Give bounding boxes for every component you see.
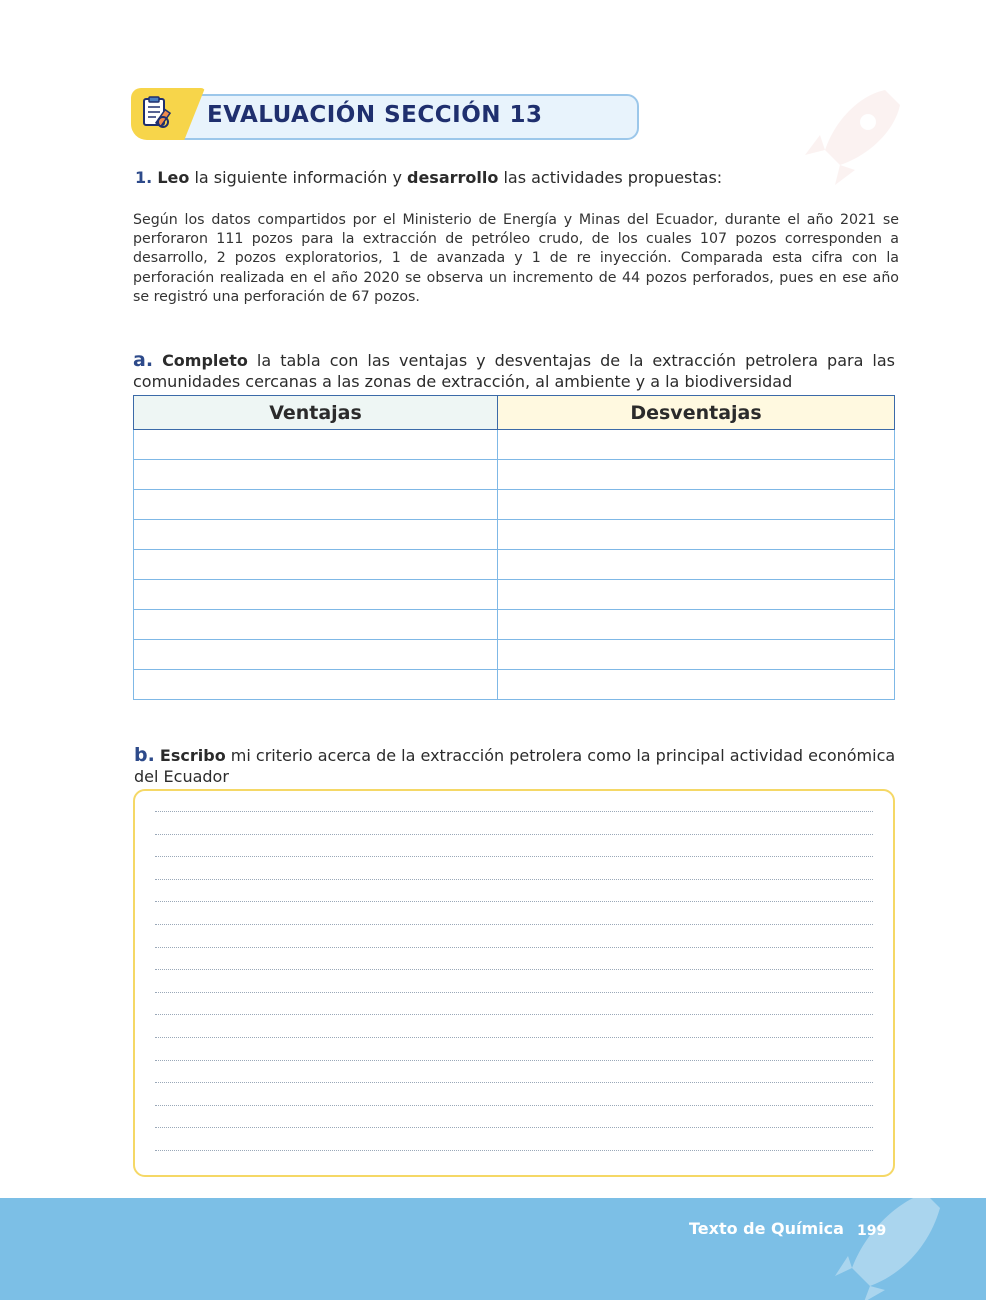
answer-line — [155, 1150, 873, 1151]
page-number: 199 — [857, 1223, 887, 1239]
answer-line — [155, 947, 873, 948]
table-row — [134, 610, 895, 640]
answer-line — [155, 969, 873, 970]
answer-line — [155, 924, 873, 925]
table-row — [134, 550, 895, 580]
book-title: Texto de Química — [689, 1219, 844, 1238]
header-desventajas: Desventajas — [498, 396, 895, 430]
table-body — [134, 430, 895, 700]
answer-line — [155, 1060, 873, 1061]
answer-line — [155, 1105, 873, 1106]
ventajas-cell[interactable] — [134, 430, 498, 460]
instruction-number: 1. — [135, 168, 153, 187]
table-row — [134, 580, 895, 610]
section-b-prompt — [134, 745, 898, 787]
section-a-text: la tabla con las ventajas y desventajas de la extracción petrolera para las comunidades cercanas a las zonas de extracción, al ambiente y a la biodiversidad — [133, 351, 895, 391]
section-b-letter: b. — [134, 744, 155, 766]
desventajas-cell[interactable] — [498, 670, 895, 700]
answer-line — [155, 811, 873, 812]
table-row — [134, 670, 895, 700]
advantages-disadvantages-table — [133, 395, 895, 700]
answer-line — [155, 856, 873, 857]
table-row — [134, 490, 895, 520]
checklist-pencil-icon — [141, 96, 173, 130]
answer-line — [155, 879, 873, 880]
info-paragraph: Según los datos compartidos por el Ministerio de Energía y Minas del Ecuador, durante el año 2021 se perforaron 111 pozos para la extracción de petróleo crudo, de los cuales 107 pozos corresponden a desarrollo, 2 pozos exploratorios, 1 de avanzada y 1 de re inyección. Comparada esta cifra con la perforación realizada en el año 2020 se observa un incremento de 44 pozos perforados, pues en ese año se registró una perforación de 67 pozos. — [133, 212, 899, 305]
answer-line — [155, 1014, 873, 1015]
table-row — [134, 460, 895, 490]
header-ventajas: Ventajas — [134, 396, 498, 430]
section-a-letter: a. — [133, 349, 154, 371]
ventajas-cell[interactable] — [134, 550, 498, 580]
table-row — [134, 640, 895, 670]
desventajas-cell[interactable] — [498, 490, 895, 520]
section-b-verb: Escribo — [159, 746, 226, 765]
table-row — [134, 520, 895, 550]
ventajas-cell[interactable] — [134, 520, 498, 550]
answer-box[interactable] — [133, 789, 895, 1177]
ventajas-cell[interactable] — [134, 460, 498, 490]
table-row — [134, 430, 895, 460]
answer-line — [155, 834, 873, 835]
desventajas-cell[interactable] — [498, 580, 895, 610]
answer-line — [155, 1082, 873, 1083]
section-a-verb: Completo — [162, 351, 248, 370]
page-footer — [0, 1198, 986, 1300]
section-title: EVALUACIÓN SECCIÓN 13 — [207, 102, 543, 128]
answer-line — [155, 1127, 873, 1128]
rocket-watermark-icon — [790, 80, 910, 200]
instruction-verb-desarrollo: desarrollo — [407, 168, 499, 187]
desventajas-cell[interactable] — [498, 610, 895, 640]
instruction-text-1: la siguiente información y — [189, 168, 407, 187]
ventajas-cell[interactable] — [134, 670, 498, 700]
instruction-verb-leo: Leo — [157, 168, 190, 187]
instruction-1 — [135, 168, 722, 187]
section-b-text: mi criterio acerca de la extracción petrolera como la principal actividad económica del Ecuador — [134, 746, 896, 786]
section-banner — [131, 88, 641, 143]
ventajas-cell[interactable] — [134, 580, 498, 610]
answer-line — [155, 992, 873, 993]
desventajas-cell[interactable] — [498, 430, 895, 460]
ventajas-cell[interactable] — [134, 640, 498, 670]
ventajas-cell[interactable] — [134, 610, 498, 640]
desventajas-cell[interactable] — [498, 640, 895, 670]
desventajas-cell[interactable] — [498, 460, 895, 490]
answer-line — [155, 901, 873, 902]
rocket-icon — [830, 1198, 950, 1300]
answer-line — [155, 1037, 873, 1038]
ventajas-cell[interactable] — [134, 490, 498, 520]
section-a-prompt — [133, 350, 895, 392]
desventajas-cell[interactable] — [498, 550, 895, 580]
desventajas-cell[interactable] — [498, 520, 895, 550]
instruction-text-2: las actividades propuestas: — [498, 168, 723, 187]
